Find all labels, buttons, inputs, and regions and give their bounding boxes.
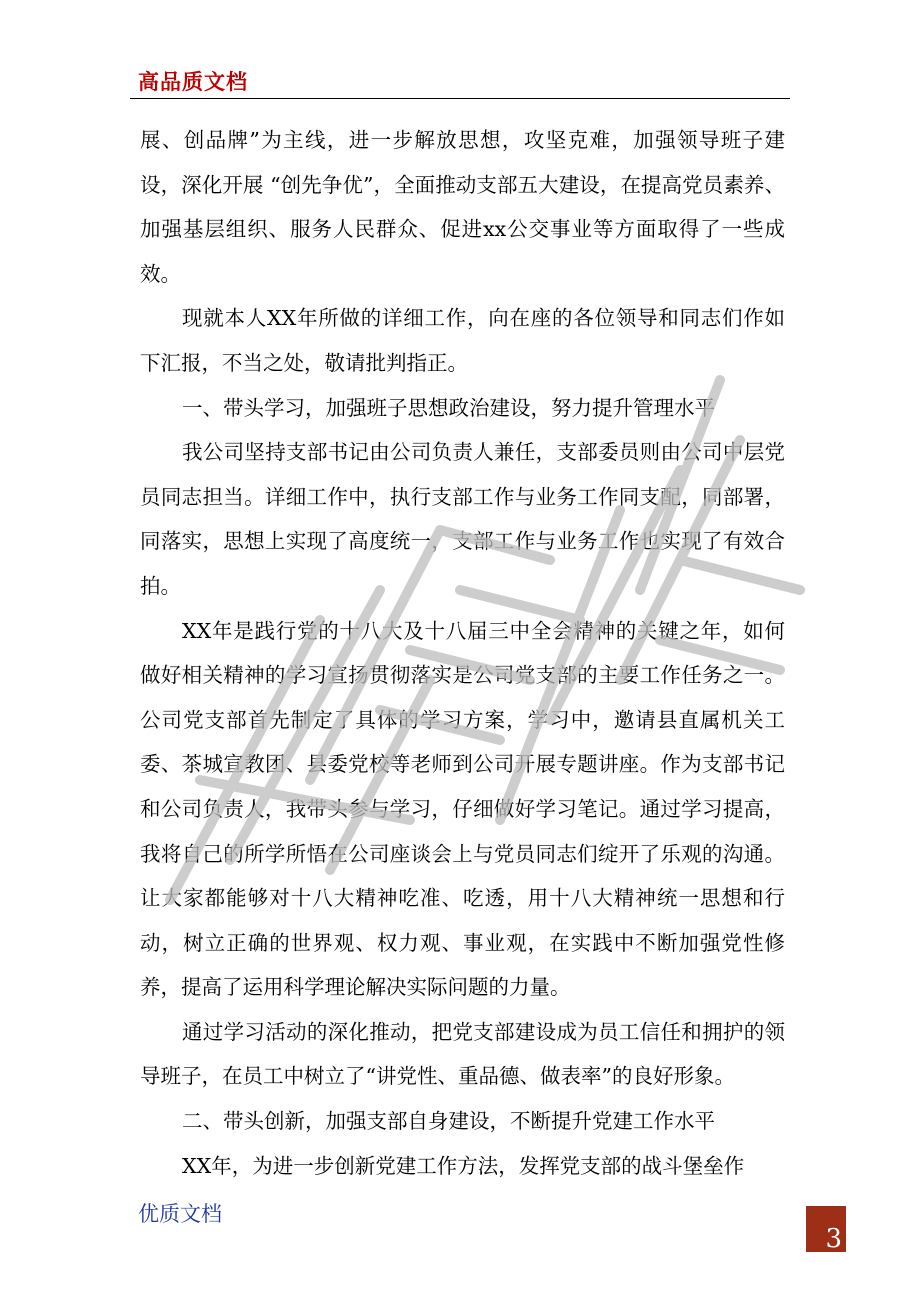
page-number-badge: 3 — [806, 1206, 846, 1252]
header-divider — [130, 98, 790, 99]
paragraph: XX年是践行党的十八大及十八届三中全会精神的关键之年，如何做好相关精神的学习宣扬贯彻落实是公司党支部的主要工作任务之一。公司党支部首先制定了具体的学习方案，学习中，邀请县直属机关工委、茶城宣教团、县委党校等老师到公司开展专题讲座。作为支部书记和公司负责人，我带头参与学习，仔细做好学习笔记。通过学习提高，我将自己的所学所悟在公司座谈会上与党员同志们绽开了乐观的沟通。让大家都能够对十八大精神吃准、吃透，用十八大精神统一思想和行动，树立正确的世界观、权力观、事业观，在实践中不断加强党性修养，提高了运用科学理论解决实际问题的力量。 — [140, 618, 785, 1000]
paragraph: 展、创品牌”为主线，进一步解放思想，攻坚克难，加强领导班子建设，深化开展 “创先争优”，全面推动支部五大建设，在提高党员素养、加强基层组织、服务人民群众、促进xx公交事业等方面取得了一些成效。 — [140, 128, 785, 286]
paragraph: XX年，为进一步创新党建工作方法，发挥党支部的战斗堡垒作 — [182, 1153, 745, 1178]
document-body — [140, 118, 785, 1188]
section-heading: 一、带头学习，加强班子思想政治建设，努力提升管理水平 — [182, 395, 715, 420]
paragraph: 我公司坚持支部书记由公司负责人兼任，支部委员则由公司中层党员同志担当。详细工作中，执行支部工作与业务工作同支配，同部署，同落实，思想上实现了高度统一，支部工作与业务工作也实现了有效合拍。 — [140, 440, 785, 598]
section-heading: 二、带头创新，加强支部自身建设，不断提升党建工作水平 — [182, 1109, 715, 1134]
paragraph: 现就本人XX年所做的详细工作，向在座的各位领导和同志们作如下汇报，不当之处，敬请批判指正。 — [140, 306, 785, 375]
footer-title: 优质文档 — [138, 1202, 222, 1226]
header-title: 高品质文档 — [138, 70, 248, 94]
paragraph: 通过学习活动的深化推动，把党支部建设成为员工信任和拥护的领导班子，在员工中树立了“讲党性、重品德、做表率”的良好形象。 — [140, 1019, 785, 1089]
